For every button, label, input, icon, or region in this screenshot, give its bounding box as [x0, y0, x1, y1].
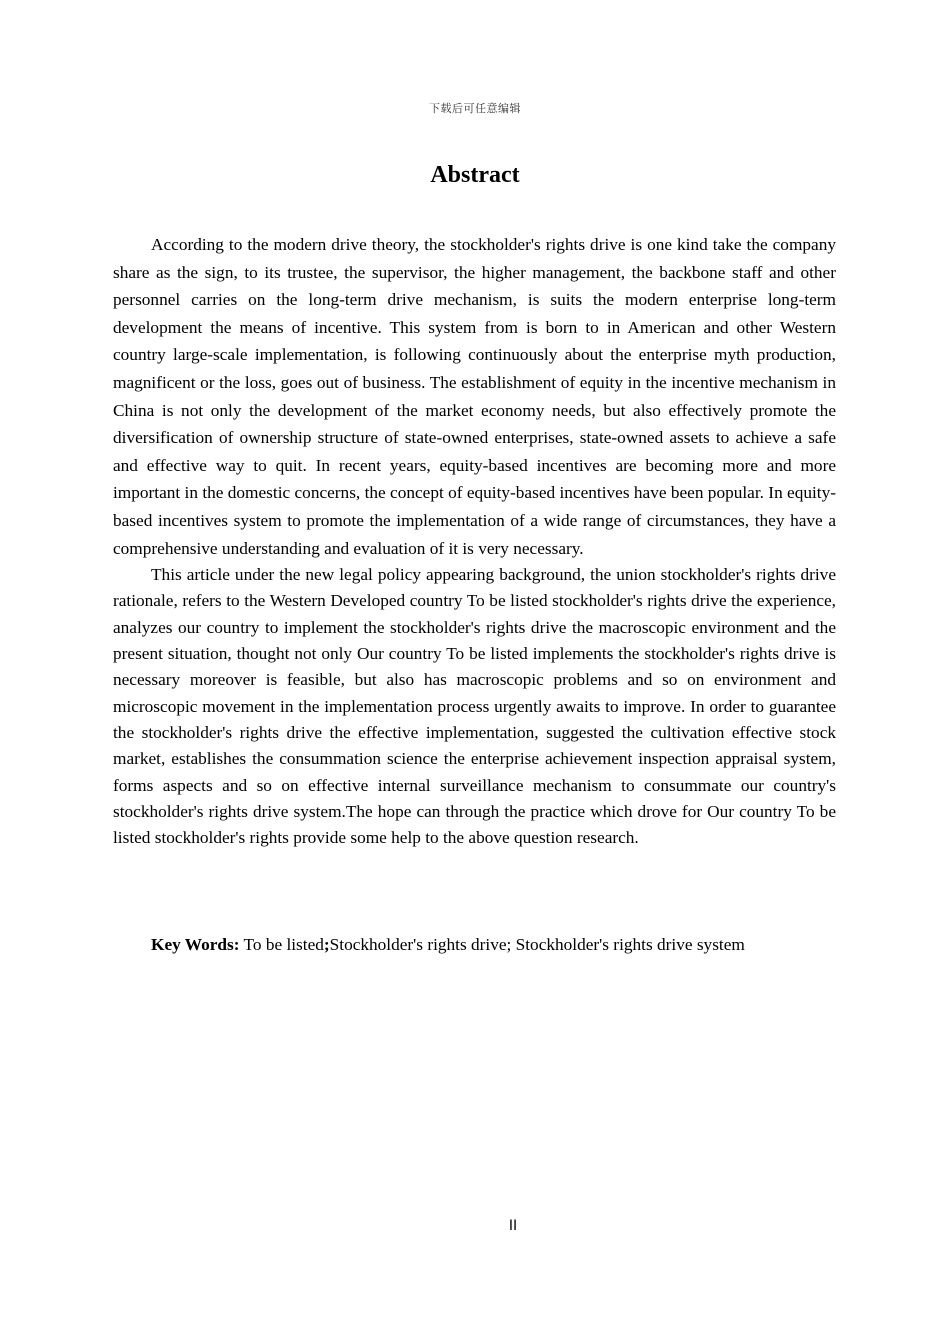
abstract-title: Abstract [430, 162, 520, 188]
abstract-body [113, 231, 836, 851]
page-number: II [508, 1218, 518, 1234]
keyword-separator: ; [323, 935, 330, 954]
header-note: 下载后可任意编辑 [429, 102, 521, 115]
abstract-paragraph-1: According to the modern drive theory, the stockholder's rights drive is one kind take the company share as the sign, to its trustee, the supervisor, the higher management, the backbone staff and other personnel carries on the long-term drive mechanism, is suits the modern enterprise long-term development the means of incentive. This system from is born to in American and other Western country large-scale implementation, is following continuously about the enterprise myth production, magnificent or the loss, goes out of business. The establishment of equity in the incentive mechanism in China is not only the development of the market economy needs, but also effectively promote the diversification of ownership structure of state-owned enterprises, state-owned assets to achieve a safe and effective way to quit. In recent years, equity-based incentives are becoming more and more important in the domestic concerns, the concept of equity-based incentives have been popular. In equity-based incentives system to promote the implementation of a wide range of circumstances, they have a comprehensive understanding and evaluation of it is very necessary. [113, 235, 836, 558]
keyword-first: To be listed [239, 935, 324, 954]
abstract-paragraph-2: This article under the new legal policy appearing background, the union stockholder's rights drive rationale, refers to the Western Developed country To be listed stockholder's rights drive the experience, analyzes our country to implement the stockholder's rights drive the macroscopic environment and the present situation, thought not only Our country To be listed implements the stockholder's rights drive is necessary moreover is feasible, but also has macroscopic problems and so on environment and microscopic movement in the implementation process urgently awaits to improve. In order to guarantee the stockholder's rights drive the effective implementation, suggested the cultivation effective stock market, establishes the consummation science the enterprise achievement inspection appraisal system, forms aspects and so on effective internal surveillance mechanism to consummate our country's stockholder's rights drive system.The hope can through the practice which drove for Our country To be listed stockholder's rights provide some help to the above question research. [113, 565, 836, 848]
keywords-label: Key Words: [151, 935, 240, 954]
keywords-line [151, 935, 745, 955]
keyword-rest: Stockholder's rights drive; Stockholder's rights drive system [329, 935, 745, 954]
